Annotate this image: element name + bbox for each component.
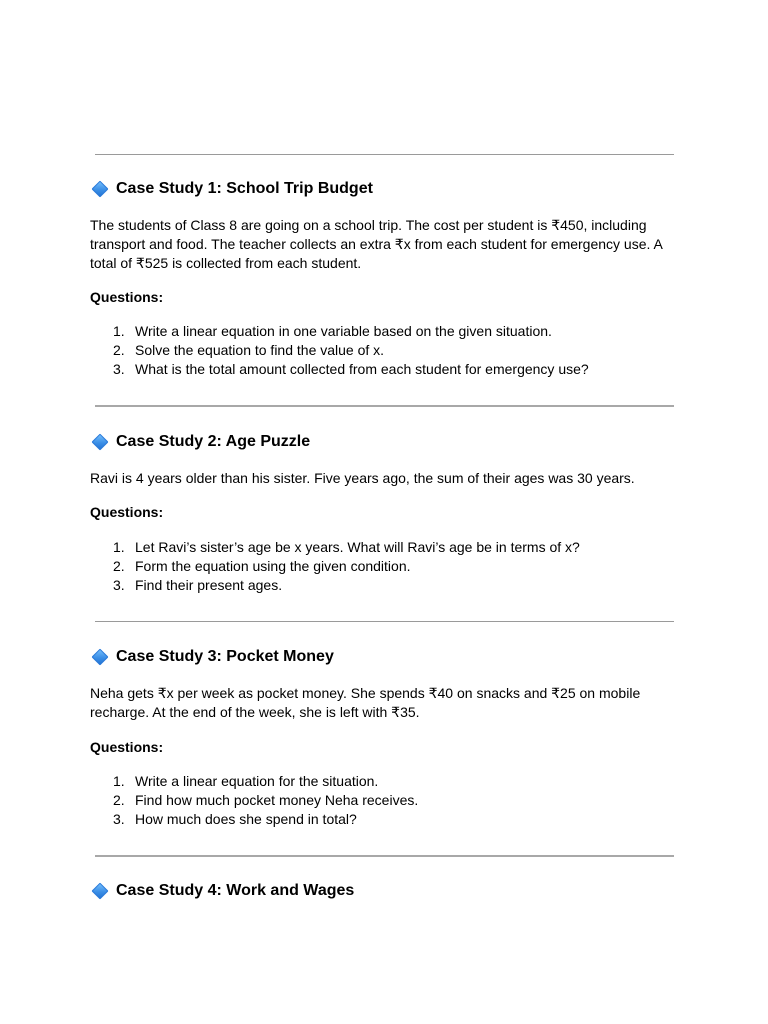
question-text: Form the equation using the given condition. <box>135 558 411 574</box>
description-line: Ravi is 4 years older than his sister. Five years ago, the sum of their ages was 30 years. <box>90 470 635 486</box>
question-text: Let Ravi’s sister’s age be x years. What will Ravi’s age be in terms of x? <box>135 539 580 555</box>
case-study-1-title: Case Study 1: School Trip Budget <box>116 180 373 197</box>
question-number: 3. <box>113 577 125 593</box>
blue-diamond-icon <box>90 432 110 452</box>
question-number: 3. <box>113 811 125 827</box>
case-study-3-questions-label: Questions: <box>90 739 164 755</box>
list-item <box>90 538 580 557</box>
question-number: 1. <box>113 539 125 555</box>
case-study-4-title: Case Study 4: Work and Wages <box>116 882 355 899</box>
list-item <box>90 576 580 595</box>
question-number: 2. <box>113 342 125 358</box>
case-study-1-question-list <box>90 322 589 379</box>
question-text: Find their present ages. <box>135 577 283 593</box>
question-text: Solve the equation to find the value of x. <box>135 342 385 358</box>
blue-diamond-icon <box>90 179 110 199</box>
question-text: How much does she spend in total? <box>135 811 357 827</box>
case-study-2-questions-label: Questions: <box>90 504 164 520</box>
question-number: 3. <box>113 361 125 377</box>
description-line: transport and food. The teacher collects an extra ₹x from each student for emergency use. A <box>90 236 663 252</box>
question-text: Write a linear equation for the situation. <box>135 773 379 789</box>
description-line: recharge. At the end of the week, she is left with ₹35. <box>90 704 420 720</box>
list-item <box>90 360 589 379</box>
blue-diamond-icon <box>90 647 110 667</box>
case-study-3-question-list <box>90 772 418 829</box>
section-divider <box>95 855 674 857</box>
list-item <box>90 791 418 810</box>
case-study-2-title: Case Study 2: Age Puzzle <box>116 433 311 450</box>
case-study-2-question-list <box>90 538 580 595</box>
description-line: total of ₹525 is collected from each student. <box>90 255 362 271</box>
case-study-3-description <box>90 684 670 722</box>
list-item <box>90 322 589 341</box>
question-number: 2. <box>113 792 125 808</box>
list-item <box>90 810 418 829</box>
case-study-1-heading <box>90 178 373 200</box>
case-study-4-heading <box>90 880 354 902</box>
description-line: Neha gets ₹x per week as pocket money. She spends ₹40 on snacks and ₹25 on mobile <box>90 685 641 701</box>
question-text: Write a linear equation in one variable based on the given situation. <box>135 323 552 339</box>
question-text: What is the total amount collected from each student for emergency use? <box>135 361 589 377</box>
description-line: The students of Class 8 are going on a school trip. The cost per student is ₹450, including <box>90 217 647 233</box>
question-number: 1. <box>113 323 125 339</box>
case-study-1-description <box>90 216 670 273</box>
question-number: 2. <box>113 558 125 574</box>
list-item <box>90 557 580 576</box>
question-text: Find how much pocket money Neha receives. <box>135 792 419 808</box>
list-item <box>90 341 589 360</box>
case-study-2-description <box>90 469 670 488</box>
case-study-1-questions-label: Questions: <box>90 289 164 305</box>
blue-diamond-icon <box>90 881 110 901</box>
case-study-3-title: Case Study 3: Pocket Money <box>116 648 334 665</box>
section-divider <box>95 405 674 407</box>
question-number: 1. <box>113 773 125 789</box>
section-divider <box>95 621 674 622</box>
case-study-2-heading <box>90 431 310 453</box>
case-study-3-heading <box>90 646 334 668</box>
list-item <box>90 772 418 791</box>
section-divider <box>95 154 674 155</box>
